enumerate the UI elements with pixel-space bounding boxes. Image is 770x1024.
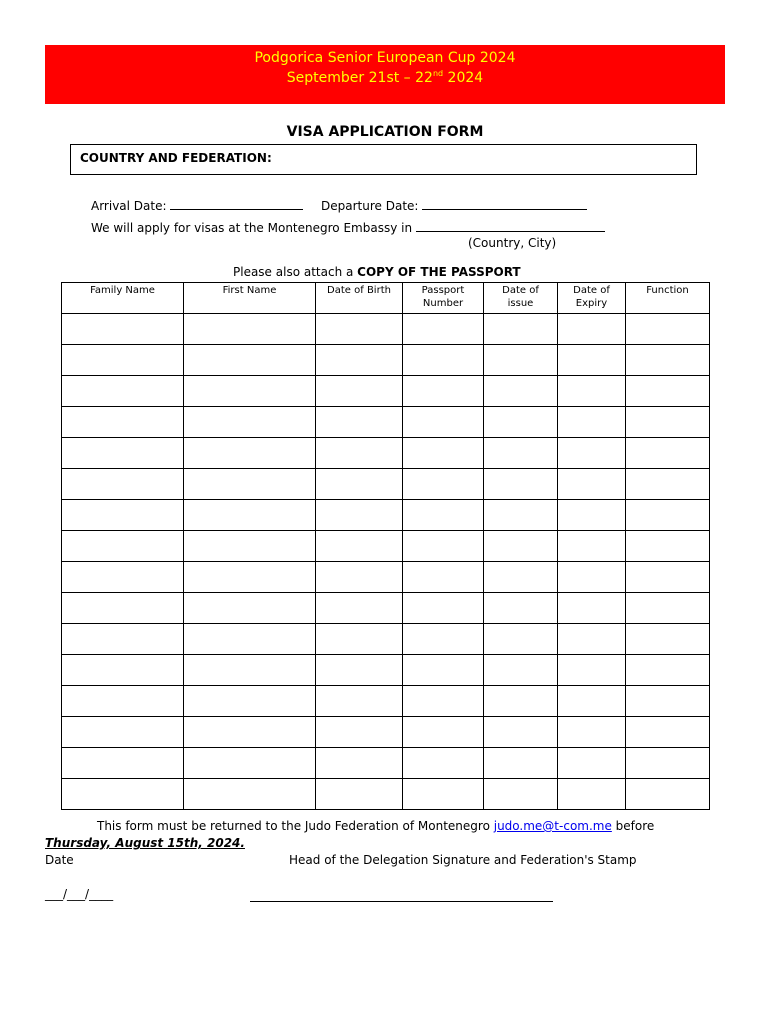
table-cell[interactable]: [626, 717, 710, 748]
table-cell[interactable]: [184, 376, 316, 407]
table-cell[interactable]: [626, 438, 710, 469]
table-row: [62, 655, 710, 686]
column-header: Function: [626, 283, 710, 314]
embassy-field[interactable]: [416, 219, 605, 232]
table-cell[interactable]: [184, 500, 316, 531]
deadline-text: Thursday, August 15th, 2024.: [45, 836, 245, 850]
date-label: Date: [45, 853, 74, 867]
table-cell[interactable]: [62, 438, 184, 469]
table-cell[interactable]: [558, 779, 626, 810]
table-row: [62, 593, 710, 624]
event-banner: [45, 45, 725, 104]
table-cell[interactable]: [558, 562, 626, 593]
table-cell[interactable]: [184, 686, 316, 717]
signature-line[interactable]: [250, 901, 553, 902]
table-cell[interactable]: [403, 748, 484, 779]
table-cell[interactable]: [626, 345, 710, 376]
table-cell[interactable]: [184, 624, 316, 655]
table-cell[interactable]: [484, 717, 558, 748]
table-cell[interactable]: [403, 593, 484, 624]
table-cell[interactable]: [316, 748, 403, 779]
table-cell[interactable]: [316, 655, 403, 686]
table-row: [62, 779, 710, 810]
table-cell[interactable]: [316, 531, 403, 562]
table-cell[interactable]: [626, 500, 710, 531]
table-cell[interactable]: [403, 500, 484, 531]
table-cell[interactable]: [626, 562, 710, 593]
table-row: [62, 624, 710, 655]
table-cell[interactable]: [626, 748, 710, 779]
table-row: [62, 748, 710, 779]
table-cell[interactable]: [184, 407, 316, 438]
table-cell[interactable]: [403, 345, 484, 376]
table-cell[interactable]: [184, 438, 316, 469]
table-cell[interactable]: [558, 469, 626, 500]
table-cell[interactable]: [184, 593, 316, 624]
table-cell[interactable]: [484, 748, 558, 779]
table-cell[interactable]: [62, 469, 184, 500]
table-cell[interactable]: [184, 717, 316, 748]
table-cell[interactable]: [62, 624, 184, 655]
table-cell[interactable]: [484, 779, 558, 810]
table-cell[interactable]: [558, 314, 626, 345]
table-cell[interactable]: [558, 500, 626, 531]
table-cell[interactable]: [558, 748, 626, 779]
table-cell[interactable]: [558, 593, 626, 624]
table-cell[interactable]: [62, 717, 184, 748]
column-header: Date of Birth: [316, 283, 403, 314]
table-cell[interactable]: [184, 562, 316, 593]
table-cell[interactable]: [184, 655, 316, 686]
table-cell[interactable]: [403, 438, 484, 469]
table-cell[interactable]: [558, 624, 626, 655]
table-cell[interactable]: [484, 500, 558, 531]
table-cell[interactable]: [484, 593, 558, 624]
table-row: [62, 500, 710, 531]
form-title: VISA APPLICATION FORM: [286, 124, 484, 140]
table-cell[interactable]: [62, 748, 184, 779]
table-cell[interactable]: [62, 314, 184, 345]
table-row: [62, 686, 710, 717]
table-cell[interactable]: [403, 407, 484, 438]
departure-label: Departure Date:: [321, 199, 419, 213]
table-cell[interactable]: [403, 717, 484, 748]
table-cell[interactable]: [316, 500, 403, 531]
table-row: [62, 717, 710, 748]
table-row: [62, 438, 710, 469]
table-cell[interactable]: [403, 469, 484, 500]
table-cell[interactable]: [316, 779, 403, 810]
column-header: Passport Number: [403, 283, 484, 314]
table-cell[interactable]: [626, 624, 710, 655]
column-header: Date of issue: [484, 283, 558, 314]
embassy-hint: (Country, City): [468, 236, 557, 250]
column-header: First Name: [184, 283, 316, 314]
email-link[interactable]: judo.me@t-com.me: [493, 819, 612, 833]
table-cell[interactable]: [403, 562, 484, 593]
table-cell[interactable]: [184, 469, 316, 500]
table-cell[interactable]: [62, 779, 184, 810]
table-cell[interactable]: [626, 686, 710, 717]
table-cell[interactable]: [316, 314, 403, 345]
table-cell[interactable]: [316, 345, 403, 376]
table-cell[interactable]: [484, 531, 558, 562]
table-cell[interactable]: [484, 655, 558, 686]
table-cell[interactable]: [184, 314, 316, 345]
table-cell[interactable]: [316, 717, 403, 748]
table-cell[interactable]: [558, 531, 626, 562]
departure-date-field[interactable]: [422, 197, 587, 210]
table-cell[interactable]: [62, 376, 184, 407]
dates-line: [91, 197, 587, 213]
table-row: [62, 314, 710, 345]
table-cell[interactable]: [184, 779, 316, 810]
column-header: Date of Expiry: [558, 283, 626, 314]
table-cell[interactable]: [316, 624, 403, 655]
table-cell[interactable]: [62, 407, 184, 438]
table-cell[interactable]: [484, 407, 558, 438]
table-cell[interactable]: [626, 376, 710, 407]
table-cell[interactable]: [484, 376, 558, 407]
table-cell[interactable]: [558, 686, 626, 717]
table-cell[interactable]: [316, 376, 403, 407]
table-cell[interactable]: [184, 531, 316, 562]
table-cell[interactable]: [558, 655, 626, 686]
country-federation-field[interactable]: [70, 144, 697, 175]
table-cell[interactable]: [403, 655, 484, 686]
table-cell[interactable]: [316, 438, 403, 469]
table-row: [62, 376, 710, 407]
table-cell[interactable]: [62, 562, 184, 593]
passport-note: Please also attach a COPY OF THE PASSPORT: [233, 265, 521, 279]
table-cell[interactable]: [184, 345, 316, 376]
arrival-date-field[interactable]: [170, 197, 303, 210]
table-cell[interactable]: [316, 407, 403, 438]
table-cell[interactable]: [558, 438, 626, 469]
signature-label: Head of the Delegation Signature and Federation's Stamp: [289, 853, 637, 867]
table-cell[interactable]: [62, 345, 184, 376]
table-cell[interactable]: [484, 469, 558, 500]
table-cell[interactable]: [626, 593, 710, 624]
table-cell[interactable]: [626, 469, 710, 500]
table-row: [62, 531, 710, 562]
table-cell[interactable]: [484, 438, 558, 469]
table-row: [62, 345, 710, 376]
table-cell[interactable]: [62, 500, 184, 531]
table-row: [62, 562, 710, 593]
applicant-table: [61, 282, 710, 810]
table-cell[interactable]: [62, 655, 184, 686]
table-cell[interactable]: [484, 562, 558, 593]
table-header-row: [62, 283, 710, 314]
column-header: Family Name: [62, 283, 184, 314]
table-cell[interactable]: [558, 376, 626, 407]
table-cell[interactable]: [626, 531, 710, 562]
table-cell[interactable]: [316, 562, 403, 593]
event-title: Podgorica Senior European Cup 2024: [254, 50, 516, 66]
country-federation-label: COUNTRY AND FEDERATION:: [80, 151, 272, 165]
table-cell[interactable]: [626, 655, 710, 686]
table-cell[interactable]: [558, 345, 626, 376]
table-cell[interactable]: [626, 314, 710, 345]
table-cell[interactable]: [403, 624, 484, 655]
table-cell[interactable]: [316, 686, 403, 717]
table-cell[interactable]: [403, 686, 484, 717]
table-cell[interactable]: [484, 624, 558, 655]
table-cell[interactable]: [62, 686, 184, 717]
table-row: [62, 469, 710, 500]
table-cell[interactable]: [316, 469, 403, 500]
arrival-label: Arrival Date:: [91, 199, 167, 213]
table-cell[interactable]: [62, 531, 184, 562]
table-cell[interactable]: [626, 407, 710, 438]
table-cell[interactable]: [316, 593, 403, 624]
table-cell[interactable]: [484, 686, 558, 717]
table-cell[interactable]: [403, 531, 484, 562]
table-row: [62, 407, 710, 438]
event-dates: September 21st – 22nd 2024: [286, 69, 484, 86]
table-cell[interactable]: [484, 314, 558, 345]
table-cell[interactable]: [558, 407, 626, 438]
return-note: This form must be returned to the Judo Federation of Montenegro judo.me@t-com.me before: [97, 819, 655, 833]
table-cell[interactable]: [626, 779, 710, 810]
table-cell[interactable]: [62, 593, 184, 624]
table-cell[interactable]: [403, 779, 484, 810]
table-cell[interactable]: [403, 376, 484, 407]
date-blank-field[interactable]: ___/___/____: [45, 887, 114, 901]
table-cell[interactable]: [484, 345, 558, 376]
embassy-line: [91, 219, 605, 235]
table-body: [62, 314, 710, 810]
embassy-text: We will apply for visas at the Montenegro Embassy in: [91, 221, 413, 235]
table-cell[interactable]: [403, 314, 484, 345]
table-cell[interactable]: [558, 717, 626, 748]
table-cell[interactable]: [184, 748, 316, 779]
